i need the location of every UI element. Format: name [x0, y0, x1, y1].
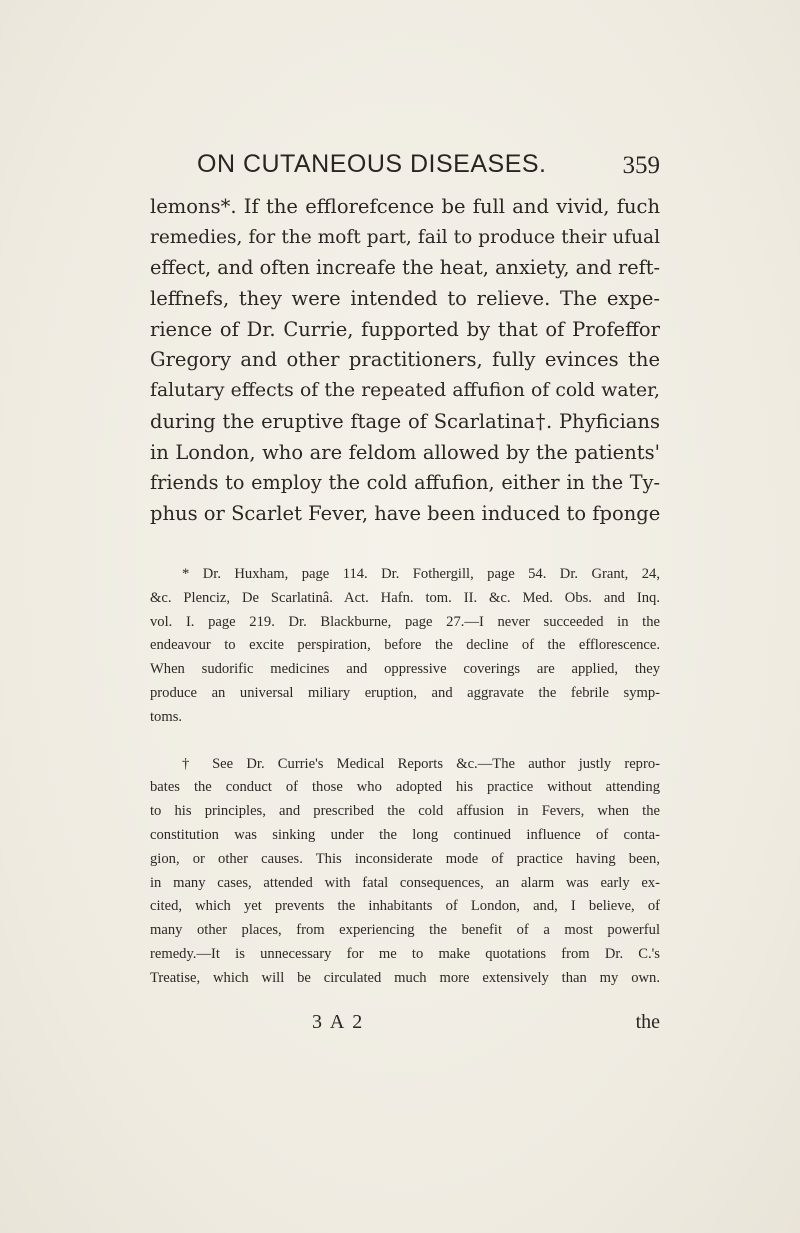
text-line: effect, and often increafe the heat, anxiety, and reft-	[150, 256, 660, 280]
page-footer	[150, 1011, 660, 1041]
text-line: rience of Dr. Currie, fupported by that of Profeffor	[150, 317, 660, 341]
footnote-line: toms.	[150, 708, 183, 725]
footnote-line: When sudorific medicines and oppressive coverings are applied, they	[150, 661, 660, 678]
footnote-line: remedy.—It is unnecessary for me to make quotations from Dr. C.'s	[150, 945, 660, 962]
text-line: leffnefs, they were intended to relieve. The expe-	[150, 287, 660, 311]
footnote-line: cited, which yet prevents the inhabitants of London, and, I believe, of	[150, 898, 660, 915]
footnote-line: produce an universal miliary eruption, and aggravate the febrile symp-	[150, 684, 660, 701]
signature-mark: 3 A 2	[312, 1011, 365, 1033]
footnote-line: bates the conduct of those who adopted his practice without attending	[150, 779, 660, 796]
footnote-separator	[150, 730, 660, 753]
footnotes	[150, 563, 660, 991]
catchword: the	[635, 1011, 660, 1033]
footnote-line: &c. Plenciz, De Scarlatinâ. Act. Hafn. tom. II. &c. Med. Obs. and Inq.	[150, 589, 660, 606]
text-line: Gregory and other practitioners, fully evinces the	[150, 348, 660, 372]
footnote-line: † See Dr. Currie's Medical Reports &c.—The author justly repro-	[182, 755, 660, 772]
footnote-line: * Dr. Huxham, page 114. Dr. Fothergill, page 54. Dr. Grant, 24,	[182, 566, 660, 582]
footnote-line: to his principles, and prescribed the cold affusion in Fevers, when the	[150, 803, 660, 820]
text-line: falutary effects of the repeated affufion of cold water,	[150, 380, 660, 402]
text-line: remedies, for the moft part, fail to produce their ufual	[150, 226, 660, 248]
text-line: in London, who are feldom allowed by the patients'	[150, 440, 660, 464]
footnote-asterisk	[150, 563, 660, 730]
footnote-line: gion, or other causes. This inconsiderate mode of practice having been,	[150, 850, 660, 867]
footnote-line: constitution was sinking under the long continued influence of conta-	[150, 826, 660, 843]
main-text	[150, 192, 660, 530]
footnote-dagger	[150, 753, 660, 991]
text-line: during the eruptive ftage of Scarlatina†. Phyficians	[150, 409, 660, 433]
page-number: 359	[622, 152, 660, 179]
footnote-line: in many cases, attended with fatal consequences, an alarm was early ex-	[150, 874, 660, 891]
text-line: lemons*. If the efflorefcence be full and vivid, fuch	[150, 195, 660, 218]
footnote-line: many other places, from experiencing the benefit of a most powerful	[150, 922, 660, 939]
running-head	[150, 150, 660, 182]
footnote-line: endeavour to excite perspiration, before the decline of the efflorescence.	[150, 637, 660, 654]
text-line: friends to employ the cold affufion, either in the Ty-	[150, 471, 660, 495]
text-line: phus or Scarlet Fever, have been induced to fponge	[150, 501, 661, 525]
footnote-line: vol. I. page 219. Dr. Blackburne, page 27.—I never succeeded in the	[150, 613, 660, 630]
running-title: ON CUTANEOUS DISEASES.	[197, 150, 547, 178]
footnote-line: Treatise, which will be circulated much more extensively than my own.	[150, 969, 660, 986]
